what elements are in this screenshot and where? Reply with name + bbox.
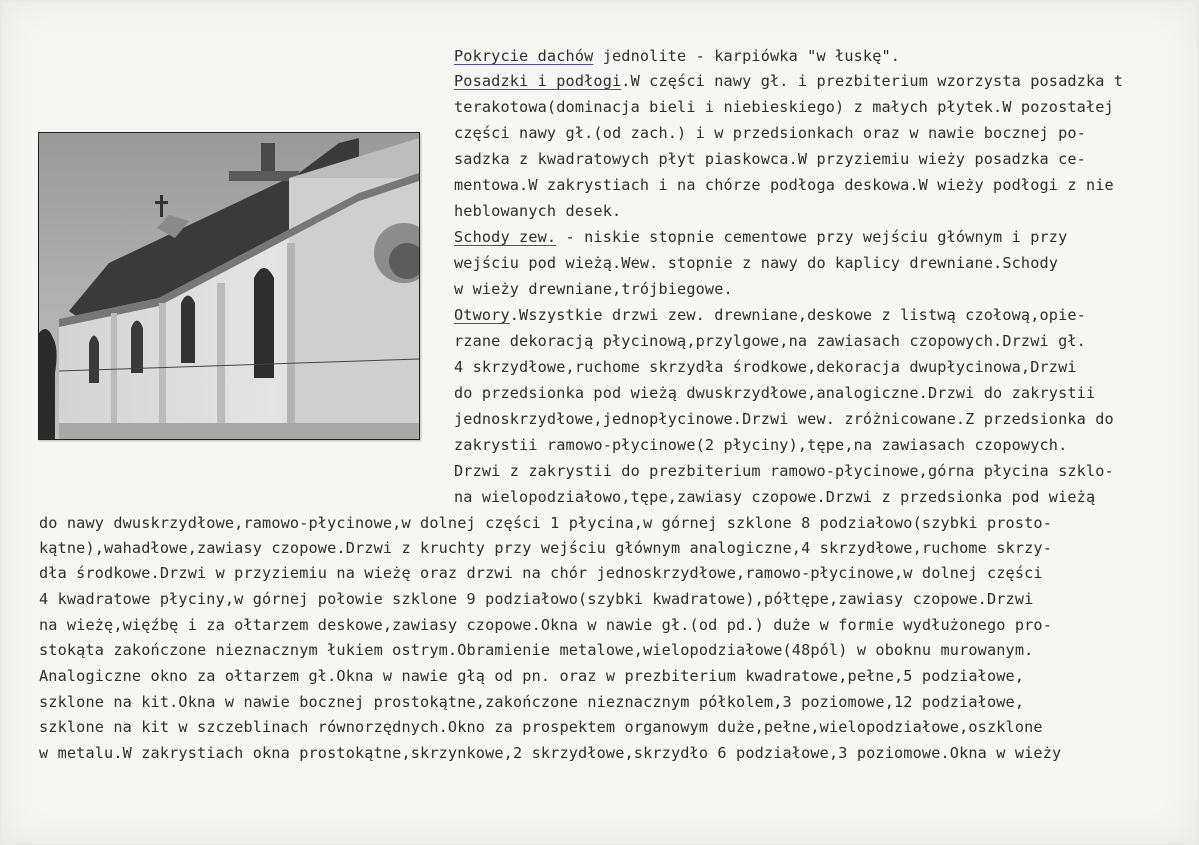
line-text: jednoskrzydłowe,jednopłycinowe.Drzwi wew. zróżnicowane.Z przedsionka do [454,410,1114,428]
line-text: - niskie stopnie cementowe przy wejściu głównym i przy [556,228,1068,246]
line-text: kątne),wahadłowe,zawiasy czopowe.Drzwi z kruchty przy wejściu głównym analogiczne,4 skrzydłowe,ruchome skrzy- [39,539,1053,557]
line-text: Analogiczne okno za ołtarzem gł.Okna w nawie głą od pn. oraz w prezbiterium kwadratowe,pełne,5 podziałowe, [39,667,1025,685]
line-text: 4 skrzydłowe,ruchome skrzydła środkowe,dekoracja dwupłycinowa,Drzwi [454,358,1077,376]
line-text: szklone na kit.Okna w nawie bocznej prostokątne,zakończone nieznacznym półkolem,3 poziomowe,12 podziałowe, [39,693,1025,711]
text-line [454,72,1123,90]
line-text: jednolite - karpiówka "w łuskę". [593,47,901,65]
text-line [39,667,1024,685]
text-line [454,280,733,298]
text-line [454,306,1086,324]
section-heading: Pokrycie dachów [454,47,594,65]
text-line [454,124,1086,142]
text-line [454,332,1086,350]
text-line [454,462,1114,480]
text-line [454,436,1067,454]
line-text: heblowanych desek. [454,202,622,220]
line-text: w wieży drewniane,trójbiegowe. [454,280,733,298]
text-line [454,358,1077,376]
text-line [39,744,1061,762]
text-line [454,98,1114,116]
section-heading: Posadzki i podłogi [454,72,622,90]
text-line [39,693,1024,711]
line-text: Drzwi z zakrystii do prezbiterium ramowo-płycinowe,górna płycina szklo- [454,462,1114,480]
text-line [39,590,1033,608]
text-line [39,616,1052,634]
text-line [454,202,621,220]
line-text: .W części nawy gł. i prezbiterium wzorzysta posadzka t [621,72,1124,90]
line-text: w metalu.W zakrystiach okna prostokątne,skrzynkowe,2 skrzydłowe,skrzydło 6 podziałowe,3 poziomowe.Okna w wieży [39,744,1062,762]
line-text: mentowa.W zakrystiach i na chórze podłoga deskowa.W wieży podłogi z nie [454,176,1114,194]
line-text: dła środkowe.Drzwi w przyziemiu na wieżę oraz drzwi na chór jednoskrzydłowe,ramowo-płycinowe,w dolnej części [39,564,1043,582]
line-text: 4 kwadratowe płyciny,w górnej połowie szklone 9 podziałowo(szybki kwadratowe),półtępe,zawiasy czopowe.Drzwi [39,590,1034,608]
line-text: zakrystii ramowo-płycinowe(2 płyciny),tępe,na zawiasach czopowych. [454,436,1068,454]
line-text: na wieżę,więźbę i za ołtarzem deskowe,zawiasy czopowe.Okna w nawie gł.(od pd.) duże w formie wydłużonego pro- [39,616,1053,634]
line-text: na wielopodziałowo,tępe,zawiasy czopowe.Drzwi z przedsionka pod wieżą [454,488,1096,506]
text-line [454,176,1114,194]
section-heading: Schody zew. [454,228,557,246]
line-text: wejściu pod wieżą.Wew. stopnie z nawy do kaplicy drewniane.Schody [454,254,1059,272]
text-line [454,47,900,65]
line-text: sadzka z kwadratowych płyt piaskowca.W przyziemiu wieży posadzka ce- [454,150,1086,168]
line-text: szklone na kit w szczeblinach równorzędnych.Okno za prospektem organowym duże,pełne,wielopodziałowe,oszklone [39,718,1043,736]
text-line [39,514,1052,532]
text-line [39,564,1043,582]
document-page [2,2,1197,843]
line-text: stokąta zakończone nieznacznym łukiem ostrym.Obramienie metalowe,wielopodziałowe(48pól) w oboknu murowanym. [39,641,1034,659]
line-text: .Wszystkie drzwi zew. drewniane,deskowe z listwą czołową,opie- [509,306,1086,324]
text-line [454,384,1095,402]
text-line [39,539,1052,557]
church-photo [38,132,420,440]
line-text: do przedsionka pod wieżą dwuskrzydłowe,analogiczne.Drzwi do zakrystii [454,384,1096,402]
section-heading: Otwory [454,306,510,324]
text-line [39,718,1043,736]
text-line [454,488,1095,506]
text-line [454,150,1086,168]
text-line [39,641,1033,659]
line-text: do nawy dwuskrzydłowe,ramowo-płycinowe,w dolnej części 1 płycina,w górnej szklone 8 podziałowo(szybki prosto- [39,514,1053,532]
text-line [454,410,1114,428]
church-photo-image [39,133,419,439]
text-line [454,254,1058,272]
line-text: części nawy gł.(od zach.) i w przedsionkach oraz w nawie bocznej po- [454,124,1086,142]
text-line [454,228,1067,246]
line-text: terakotowa(dominacja bieli i niebieskiego) z małych płytek.W pozostałej [454,98,1114,116]
line-text: rzane dekoracją płycinową,przylgowe,na zawiasach czopowych.Drzwi gł. [454,332,1086,350]
